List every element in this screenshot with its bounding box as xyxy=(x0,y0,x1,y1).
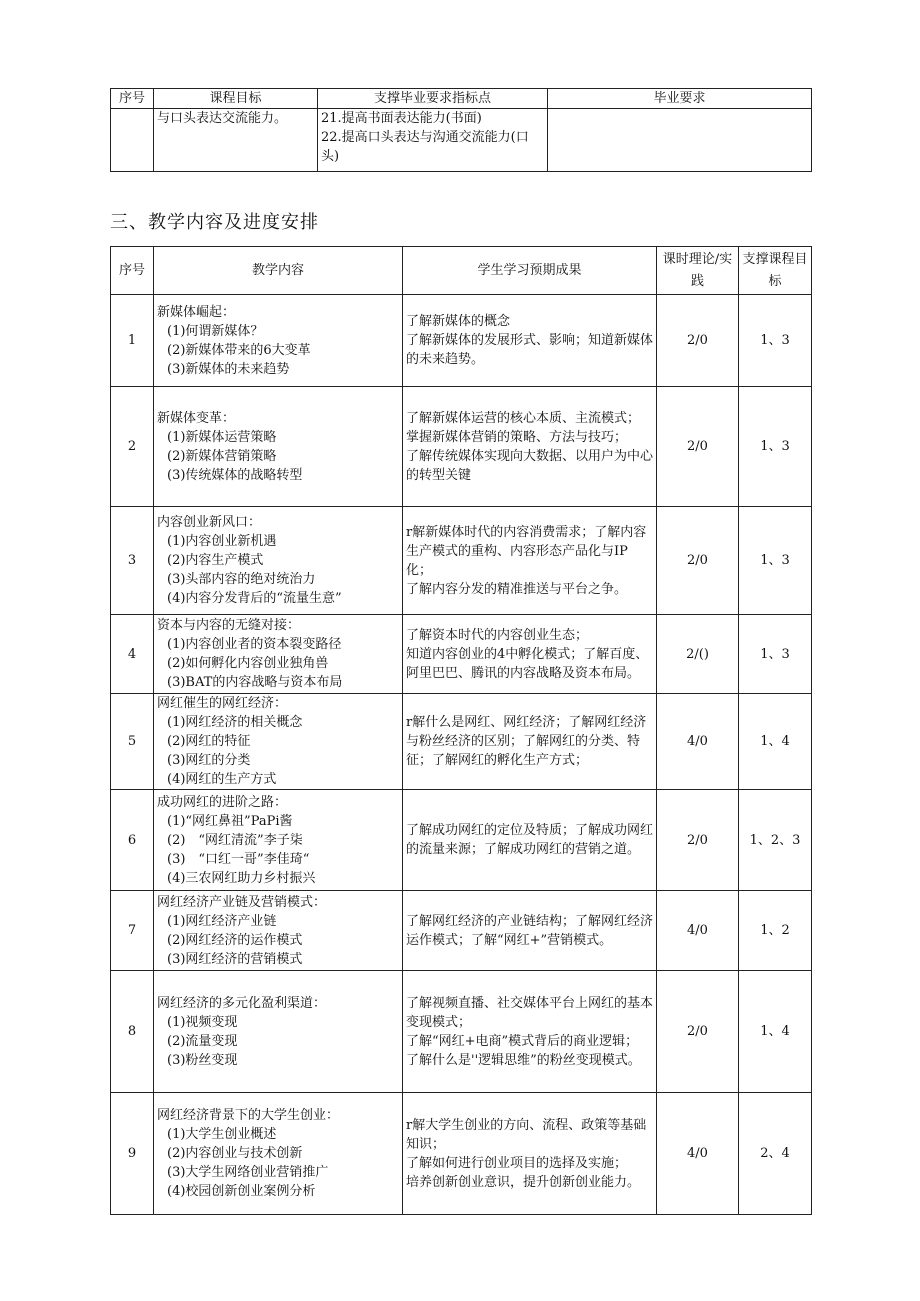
content-item: (1)大学生创业概述 xyxy=(167,1127,277,1142)
row-hours: 2/() xyxy=(657,615,739,694)
row-number: 5 xyxy=(111,694,154,790)
row-goals: 1、3 xyxy=(739,507,812,615)
outcome-line: r解新媒体时代的内容消费需求；了解内容生产模式的重构、内容形态产品化与IP化； xyxy=(406,524,647,578)
content-item: (2)新媒体营销策略 xyxy=(167,448,277,464)
row-outcomes xyxy=(403,507,657,615)
content-item: (1)视频变现 xyxy=(167,1014,238,1030)
outcome-line: 了解“网红+电商”模式背后的商业逻辑； xyxy=(406,1033,639,1049)
outcome-line: 了解如何进行创业项目的选择及实施； xyxy=(406,1155,628,1171)
content-item: (1)内容创业者的资本裂变路径 xyxy=(167,637,342,652)
table-row xyxy=(111,295,812,387)
outcome-line: 了解成功网红的定位及特质；了解成功网红的流量来源；了解成功网红的营销之道。 xyxy=(406,823,654,857)
row-outcomes xyxy=(403,1093,657,1215)
content-item: (2)新媒体带来的6大变革 xyxy=(167,342,311,358)
content-item: (3)头部内容的绝对统治力 xyxy=(167,572,316,587)
content-item: (3)网红的分类 xyxy=(167,753,251,768)
row-content xyxy=(154,694,403,790)
row-number: 6 xyxy=(111,790,154,891)
table-row xyxy=(111,387,812,507)
outcome-line: 知道内容创业的4中孵化模式；了解百度、阿里巴巴、腾讯的内容战略及资本布局。 xyxy=(406,646,649,681)
row-hours: 4/0 xyxy=(657,891,739,971)
content-item: (3)网红经济的营销模式 xyxy=(167,951,303,967)
row-outcomes xyxy=(403,295,657,387)
table-row xyxy=(111,790,812,891)
content-item: (1)内容创业新机遇 xyxy=(167,534,277,549)
content-item: (2)如何孵化内容创业独角兽 xyxy=(167,656,329,671)
content-item: (1)网红经济产业链 xyxy=(167,913,277,929)
content-item: (3) “口红一哥”李佳琦“ xyxy=(167,851,310,867)
header-outcomes: 学生学习预期成果 xyxy=(403,247,657,295)
content-item: (3)BAT的内容战略与资本布局 xyxy=(167,675,343,690)
row-goals: 1、3 xyxy=(739,615,812,694)
row-content xyxy=(154,387,403,507)
content-item: (2)流量变现 xyxy=(167,1033,238,1049)
header-content: 教学内容 xyxy=(154,247,403,295)
top-header-requirement: 毕业要求 xyxy=(548,89,812,109)
content-item: (3)新媒体的未来趋势 xyxy=(167,361,290,377)
row-outcomes xyxy=(403,694,657,790)
course-goals-table xyxy=(110,88,812,172)
row-goals: 1、4 xyxy=(739,694,812,790)
row-outcomes xyxy=(403,387,657,507)
row-goals: 1、2 xyxy=(739,891,812,971)
row-outcomes xyxy=(403,971,657,1093)
header-no: 序号 xyxy=(111,247,154,295)
outcome-line: 了解资本时代的内容创业生态； xyxy=(406,627,589,643)
top-cell-requirement xyxy=(548,109,812,172)
row-outcomes xyxy=(403,891,657,971)
content-item: (2)内容创业与技术创新 xyxy=(167,1146,303,1161)
content-topic: 成功网红的进阶之路： xyxy=(157,794,288,810)
row-hours: 2/0 xyxy=(657,387,739,507)
row-number: 1 xyxy=(111,295,154,387)
outcome-line: r解什么是网红、网红经济；了解网红经济与粉丝经济的区别；了解网红的分类、特征；了解网红的孵化生产方式； xyxy=(406,715,647,768)
content-topic: 资本与内容的无缝对接： xyxy=(157,618,301,633)
row-number: 8 xyxy=(111,971,154,1093)
row-goals: 1、2、3 xyxy=(739,790,812,891)
content-item: (4)三农网红助力乡村振兴 xyxy=(167,870,316,886)
row-content xyxy=(154,615,403,694)
content-item: (1)“网红鼻祖”PaPi酱 xyxy=(167,813,293,829)
header-goals: 支撑课程目标 xyxy=(739,247,812,295)
content-topic: 内容创业新风口： xyxy=(157,515,262,530)
row-goals: 1、4 xyxy=(739,971,812,1093)
content-item: (2)网红经济的运作模式 xyxy=(167,932,303,948)
top-header-indicators: 支撑毕业要求指标点 xyxy=(318,89,548,109)
content-item: (2)内容生产模式 xyxy=(167,553,264,568)
top-cell-indicators xyxy=(318,109,548,172)
outcome-line: 了解新媒体运营的核心本质、主流模式； xyxy=(406,410,641,426)
top-header-goal: 课程目标 xyxy=(154,89,318,109)
outcome-line: r解大学生创业的方向、流程、政策等基础知识； xyxy=(406,1117,647,1152)
outcome-line: 掌握新媒体营销的策略、方法与技巧； xyxy=(406,429,628,445)
section-title: 三、教学内容及进度安排 xyxy=(110,212,319,233)
table-row xyxy=(111,507,812,615)
top-table-header xyxy=(111,89,812,109)
content-item: (4)校园创新创业案例分析 xyxy=(167,1184,316,1199)
top-table-row xyxy=(111,109,812,172)
indicator-line: 22.提高口头表达与沟通交流能力(口头) xyxy=(321,130,529,164)
table-row xyxy=(111,694,812,790)
outcome-line: 培养创新创业意识，提升创新创业能力。 xyxy=(406,1174,641,1190)
content-topic: 新媒体变革： xyxy=(157,410,236,426)
top-cell-goal: 与口头表达交流能力。 xyxy=(154,109,318,172)
row-content xyxy=(154,971,403,1093)
row-content xyxy=(154,1093,403,1215)
outcome-line: 了解新媒体的概念 xyxy=(406,314,511,329)
content-topic: 新媒体崛起： xyxy=(157,304,236,320)
row-hours: 2/0 xyxy=(657,507,739,615)
outcome-line: 了解传统媒体实现向大数据、以用户为中心的转型关键 xyxy=(406,448,654,483)
content-item: (3)大学生网络创业营销推广 xyxy=(167,1165,329,1180)
row-hours: 4/0 xyxy=(657,1093,739,1215)
top-cell-no xyxy=(111,109,154,172)
row-hours: 4/0 xyxy=(657,694,739,790)
table-row xyxy=(111,891,812,971)
outcome-line: 了解网红经济的产业链结构；了解网红经济运作模式；了解“网红+”营销模式。 xyxy=(406,913,654,948)
row-number: 7 xyxy=(111,891,154,971)
row-hours: 2/0 xyxy=(657,790,739,891)
indicator-line: 21.提高书面表达能力(书面) xyxy=(321,111,482,126)
content-item: (3)传统媒体的战略转型 xyxy=(167,467,303,483)
row-hours: 2/0 xyxy=(657,295,739,387)
row-content xyxy=(154,295,403,387)
row-goals: 2、4 xyxy=(739,1093,812,1215)
teaching-schedule-table xyxy=(110,246,812,1215)
content-item: (2)网红的特征 xyxy=(167,734,251,749)
content-item: (1)新媒体运营策略 xyxy=(167,429,277,445)
outcome-line: 了解视频直播、社交媒体平台上网红的基本变现模式； xyxy=(406,995,654,1030)
content-topic: 网红催生的网红经济： xyxy=(157,696,288,711)
content-item: (4)内容分发背后的“流量生意” xyxy=(167,591,342,606)
content-topic: 网红经济的多元化盈利渠道： xyxy=(157,995,327,1011)
content-topic: 网红经济背景下的大学生创业： xyxy=(157,1108,340,1123)
outcome-line: 了解新媒体的发展形式、影响；知道新媒体的未来趋势。 xyxy=(406,333,654,367)
top-header-no: 序号 xyxy=(111,89,154,109)
row-number: 2 xyxy=(111,387,154,507)
row-number: 9 xyxy=(111,1093,154,1215)
table-row xyxy=(111,615,812,694)
row-hours: 2/0 xyxy=(657,971,739,1093)
row-goals: 1、3 xyxy=(739,387,812,507)
row-number: 3 xyxy=(111,507,154,615)
row-outcomes xyxy=(403,615,657,694)
main-table-header xyxy=(111,247,812,295)
content-item: (2) “网红清流”李子柒 xyxy=(167,832,303,848)
table-row xyxy=(111,971,812,1093)
content-item: (1)网红经济的相关概念 xyxy=(167,715,303,730)
row-number: 4 xyxy=(111,615,154,694)
content-item: (3)粉丝变现 xyxy=(167,1052,238,1068)
row-outcomes xyxy=(403,790,657,891)
main-table-body xyxy=(111,295,812,1215)
content-item: (1)何谓新媒体？ xyxy=(167,323,264,339)
row-content xyxy=(154,891,403,971)
table-row xyxy=(111,1093,812,1215)
content-item: (4)网红的生产方式 xyxy=(167,772,277,787)
row-content xyxy=(154,507,403,615)
row-goals: 1、3 xyxy=(739,295,812,387)
header-hours: 课时理论/实践 xyxy=(657,247,739,295)
content-topic: 网红经济产业链及营销模式： xyxy=(157,894,327,910)
outcome-line: 了解内容分发的精准推送与平台之争。 xyxy=(406,581,628,597)
row-content xyxy=(154,790,403,891)
outcome-line: 了解什么是''逻辑思维”的粉丝变现模式。 xyxy=(406,1052,641,1068)
